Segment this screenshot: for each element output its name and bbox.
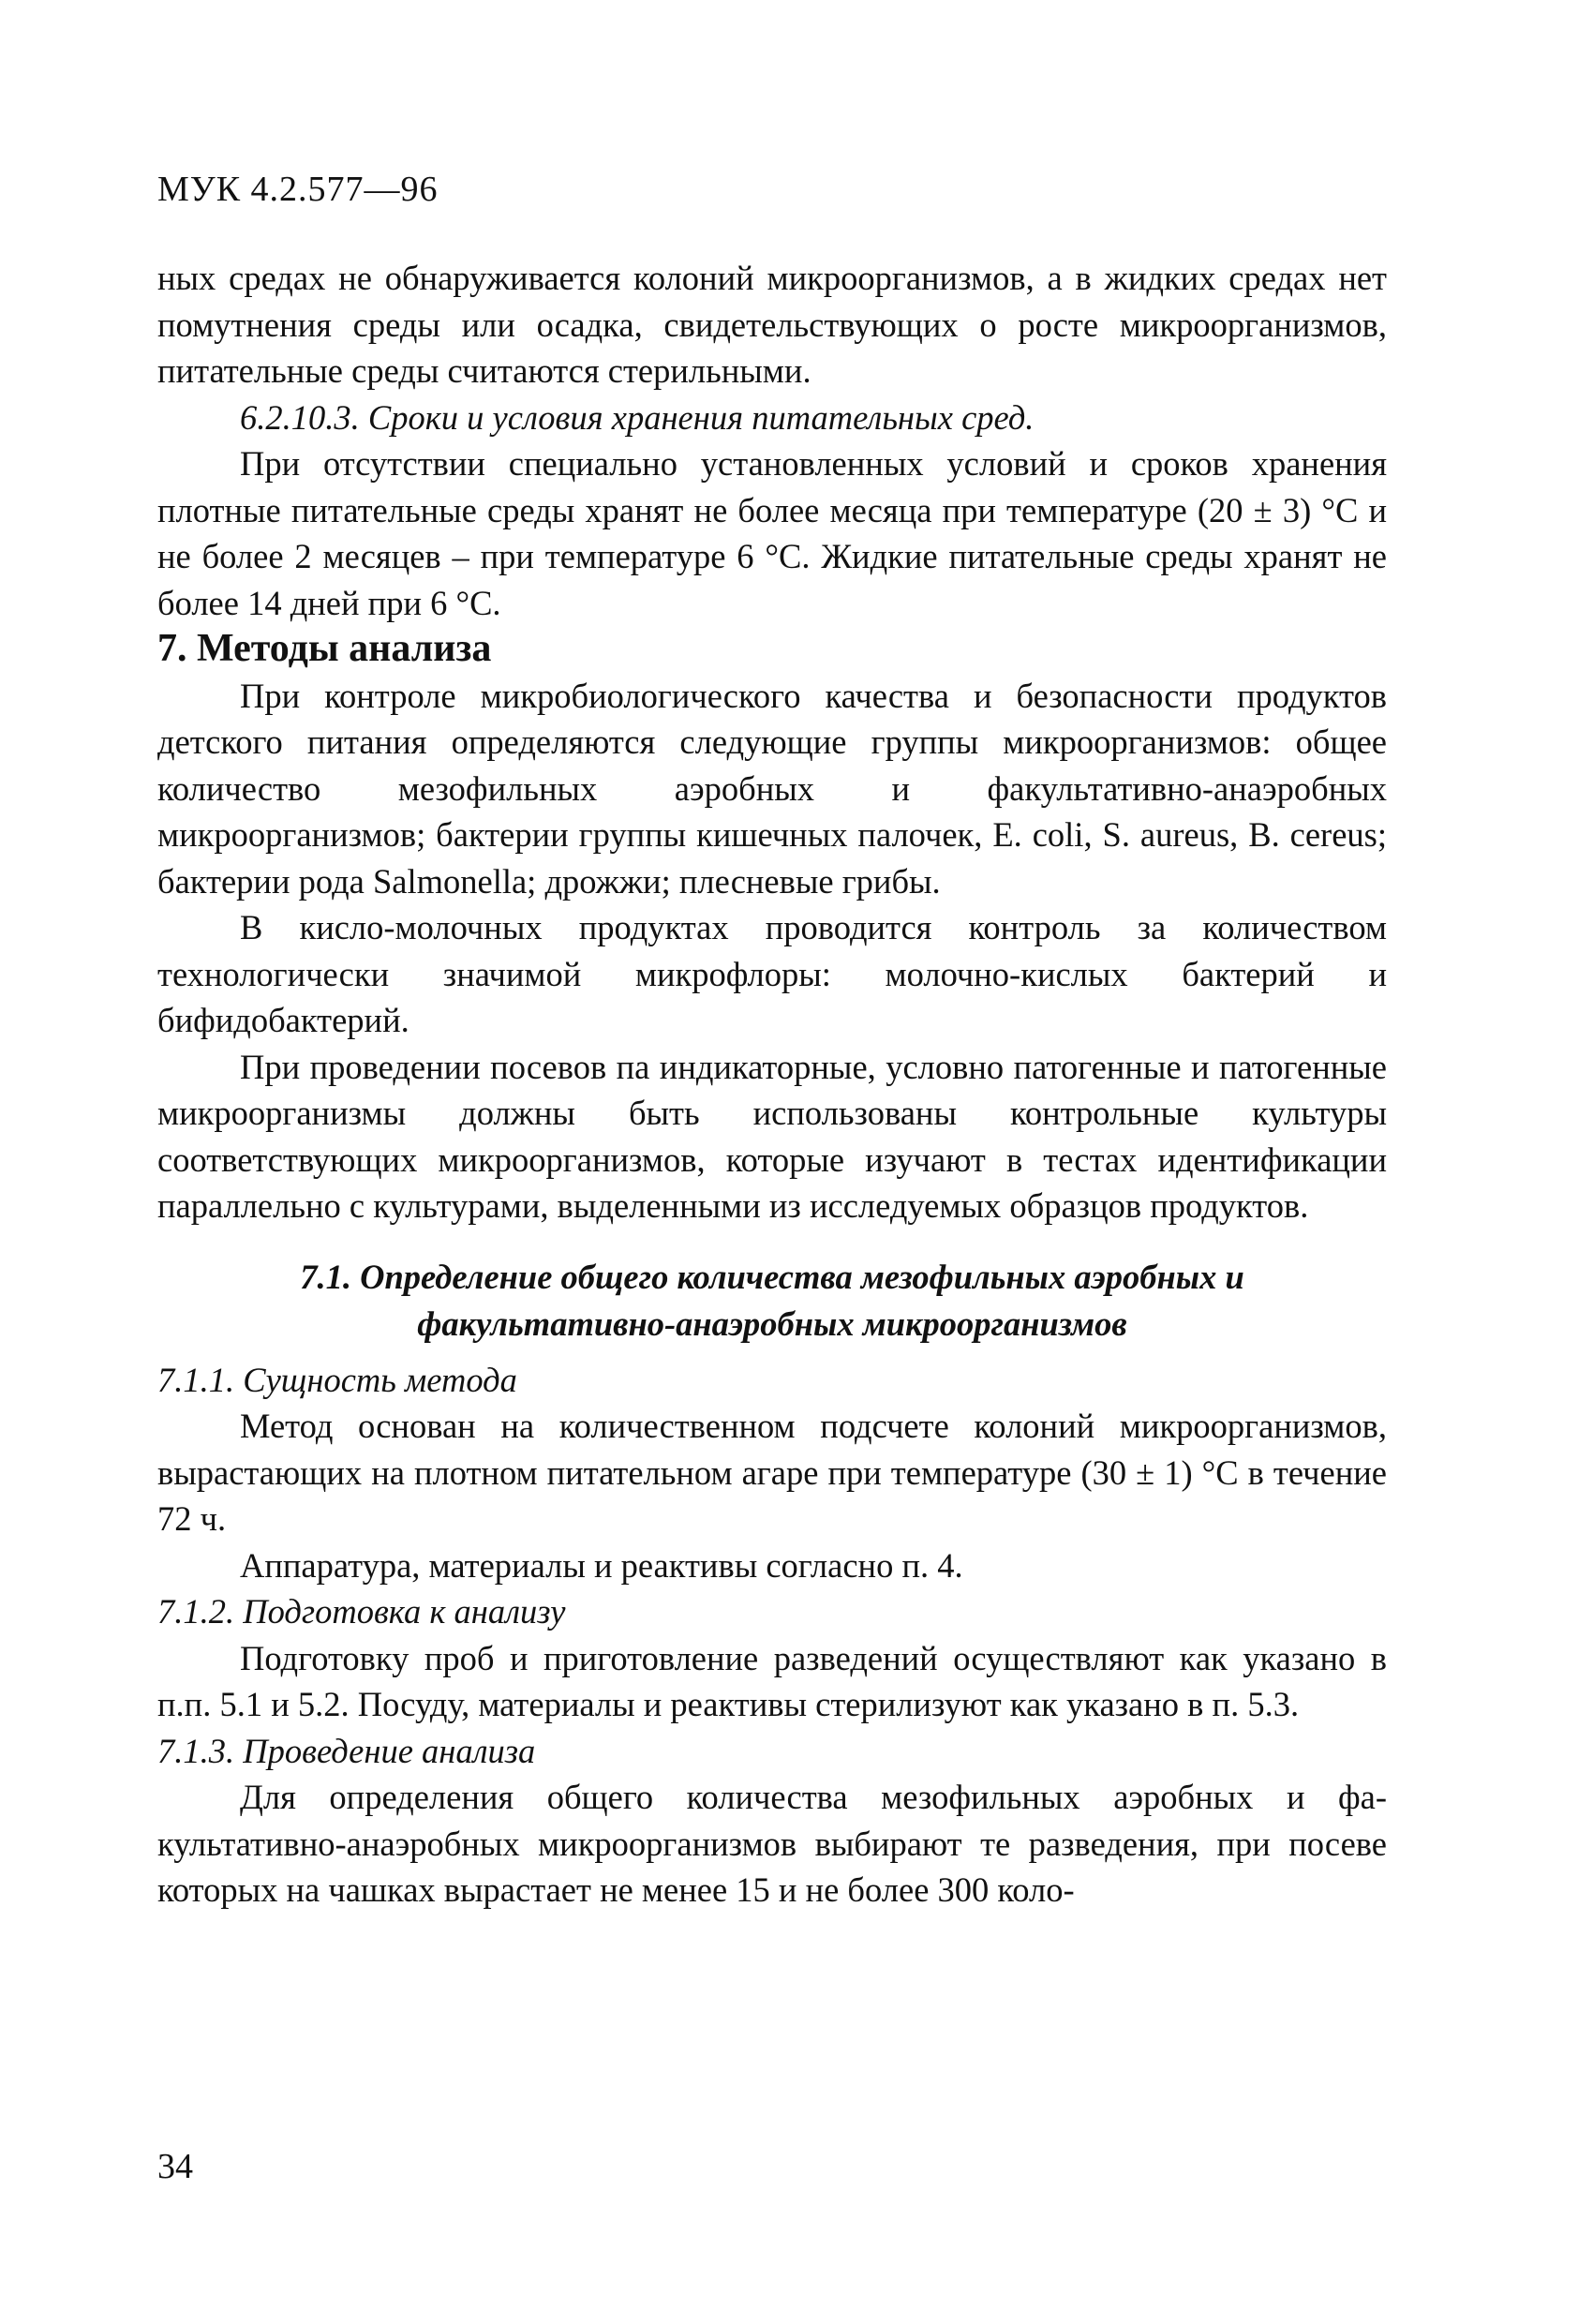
paragraph-storage: При отсутствии специально установленных условий и сроков хранения плотные питательные среды хранят не более месяца при температуре (20 ± 3) °С и не более 2 месяцев – при температуре 6 °С. Жидкие питательные среды хранят не более 14 дней при 6 °С. — [157, 444, 1387, 622]
paragraph-method-basis: Метод основан на количественном подсчете колоний микроорганизмов, вырастающих на плотном питательном агаре при температуре (30 ± 1) °С в течение 72 ч. — [157, 1407, 1387, 1538]
paragraph-control-groups: При контроле микробиологического качества и безопасности продуктов детского питания определяются следующие группы микроорганизмов: общее количество мезофильных аэробных и факультативно-анаэробных микроорганизмов; бактерии группы кишечных палочек, E. coli, S. aureus, B. cereus; бактерии рода Salmonella; дрожжи; плесневые грибы. — [157, 676, 1387, 901]
paragraph-preparation: Подготовку проб и приготовление разведений осуществляют как указано в п.п. 5.1 и 5.2. Посуду, материалы и реактивы стерилизуют как указано в п. 5.3. — [157, 1638, 1387, 1723]
subsection-title-7-1-1: 7.1.1. Сущность метода — [157, 1360, 517, 1399]
subsection-6-2-10-3: 6.2.10.3. Сроки и условия хранения питательных сред. — [240, 397, 1035, 437]
subsection-title-7-1-line1: 7.1. Определение общего количества мезофильных аэробных и — [300, 1257, 1244, 1296]
subsection-title-7-1-line2: факультативно-анаэробных микроорганизмов — [417, 1304, 1127, 1343]
paragraph-control-cultures: При проведении посевов па индикаторные, условно патогенные и патогенные микроорганизмы должны быть использованы контрольные культуры соответствующих микроорганизмов, которые изучают в тестах идентификации параллельно с культурами, выделенными из исследуемых образцов продуктов. — [157, 1047, 1387, 1225]
document-code-header: МУК 4.2.577—96 — [157, 170, 439, 209]
section-title-7: 7. Методы анализа — [157, 627, 492, 670]
page-body — [157, 255, 1387, 1914]
paragraph-analysis: Для определения общего количества мезофильных аэробных и факультативно-анаэробных микроорганизмов выбирают те разведения, при посеве которых на чашках вырастает не менее 15 и не более 300 коло- — [157, 1778, 1387, 1909]
page-number: 34 — [157, 2147, 193, 2186]
paragraph-apparatus: Аппаратура, материалы и реактивы согласно п. 4. — [240, 1545, 963, 1585]
paragraph-continuation: ных средах не обнаруживается колоний микроорганизмов, а в жидких средах нет помутнения среды или осадка, свидетельствующих о росте микроорганизмов, питательные среды считаются стерильными. — [157, 259, 1387, 390]
subsection-title-7-1-3: 7.1.3. Проведение анализа — [157, 1731, 536, 1770]
subsection-title-7-1-2: 7.1.2. Подготовка к анализу — [157, 1592, 566, 1631]
paragraph-fermented-milk: В кисло-молочных продуктах проводится контроль за количеством технологически значимой микрофлоры: молочно-кислых бактерий и бифидобактерий. — [157, 908, 1387, 1039]
subsection-title-7-1 — [157, 1254, 1387, 1348]
